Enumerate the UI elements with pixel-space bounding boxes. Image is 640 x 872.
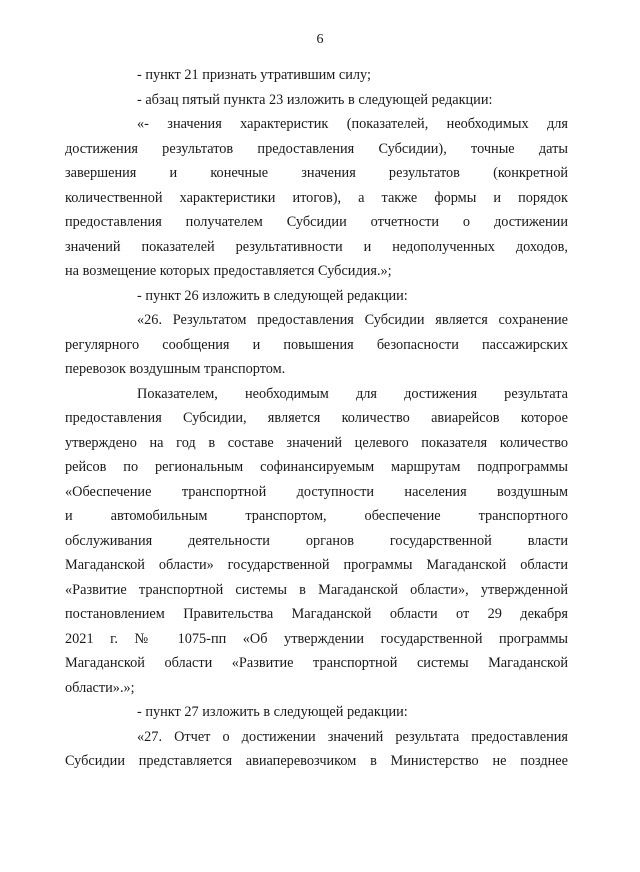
text-line: - пункт 21 признать утратившим силу; xyxy=(137,67,371,83)
text-line: утверждено на год в составе значений целевого показателя количество xyxy=(65,434,568,451)
text-line: предоставления Субсидии, является количество авиарейсов которое xyxy=(65,410,568,426)
text-line: значений показателей результативности и недополученных доходов, xyxy=(65,238,568,255)
paragraph-item-21-repeal xyxy=(101,63,568,88)
text-line: «27. Отчет о достижении значений результата предоставления xyxy=(137,728,568,745)
document-body xyxy=(65,63,568,774)
text-line: на возмещение которых предоставляется Субсидия.»; xyxy=(65,263,392,279)
page-number: 6 xyxy=(316,32,324,47)
text-line: Субсидии представляется авиаперевозчиком в Министерство не позднее xyxy=(65,753,568,769)
text-line: обслуживания деятельности органов государственной власти xyxy=(65,532,568,549)
paragraph-item-23-intro xyxy=(101,88,568,113)
text-line: регулярного сообщения и повышения безопасности пассажирских xyxy=(65,336,568,353)
paragraph-item-23-text xyxy=(65,112,568,284)
text-line: и автомобильным транспортом, обеспечение транспортного xyxy=(65,508,568,524)
text-line: «Обеспечение транспортной доступности населения воздушным xyxy=(65,483,568,500)
text-line: завершения и конечные значения результатов (конкретной xyxy=(65,165,568,181)
paragraph-item-26-intro xyxy=(101,284,568,309)
text-line: - абзац пятый пункта 23 изложить в следующей редакции: xyxy=(137,91,493,108)
text-line: - пункт 27 изложить в следующей редакции: xyxy=(137,704,408,720)
text-line: «Развитие транспортной системы в Магаданской области», утвержденной xyxy=(65,581,568,598)
text-line: Магаданской области» государственной программы Магаданской области xyxy=(65,557,568,573)
paragraph-item-26-result xyxy=(65,308,568,382)
text-line: «- значения характеристик (показателей, необходимых для xyxy=(137,116,568,132)
text-line: Показателем, необходимым для достижения результата xyxy=(137,385,568,402)
text-line: 2021 г. № 1075-пп «Об утверждении государственной программы xyxy=(65,630,568,647)
text-line: достижения результатов предоставления Субсидии), точные даты xyxy=(65,140,568,157)
paragraph-item-27-intro xyxy=(101,700,568,725)
paragraph-item-26-indicator xyxy=(65,382,568,701)
text-line: постановлением Правительства Магаданской области от 29 декабря xyxy=(65,606,568,622)
text-line: области».»; xyxy=(65,679,135,696)
text-line: количественной характеристики итогов), а также формы и порядок xyxy=(65,189,568,206)
text-line: - пункт 26 изложить в следующей редакции: xyxy=(137,287,408,304)
text-line: предоставления получателем Субсидии отчетности о достижении xyxy=(65,214,568,230)
text-line: «26. Результатом предоставления Субсидии является сохранение xyxy=(137,312,568,328)
text-line: перевозок воздушным транспортом. xyxy=(65,361,286,377)
text-line: Магаданской области «Развитие транспортной системы Магаданской xyxy=(65,655,568,671)
paragraph-item-27-report xyxy=(65,725,568,774)
text-line: рейсов по региональным софинансируемым маршрутам подпрограммы xyxy=(65,459,568,475)
